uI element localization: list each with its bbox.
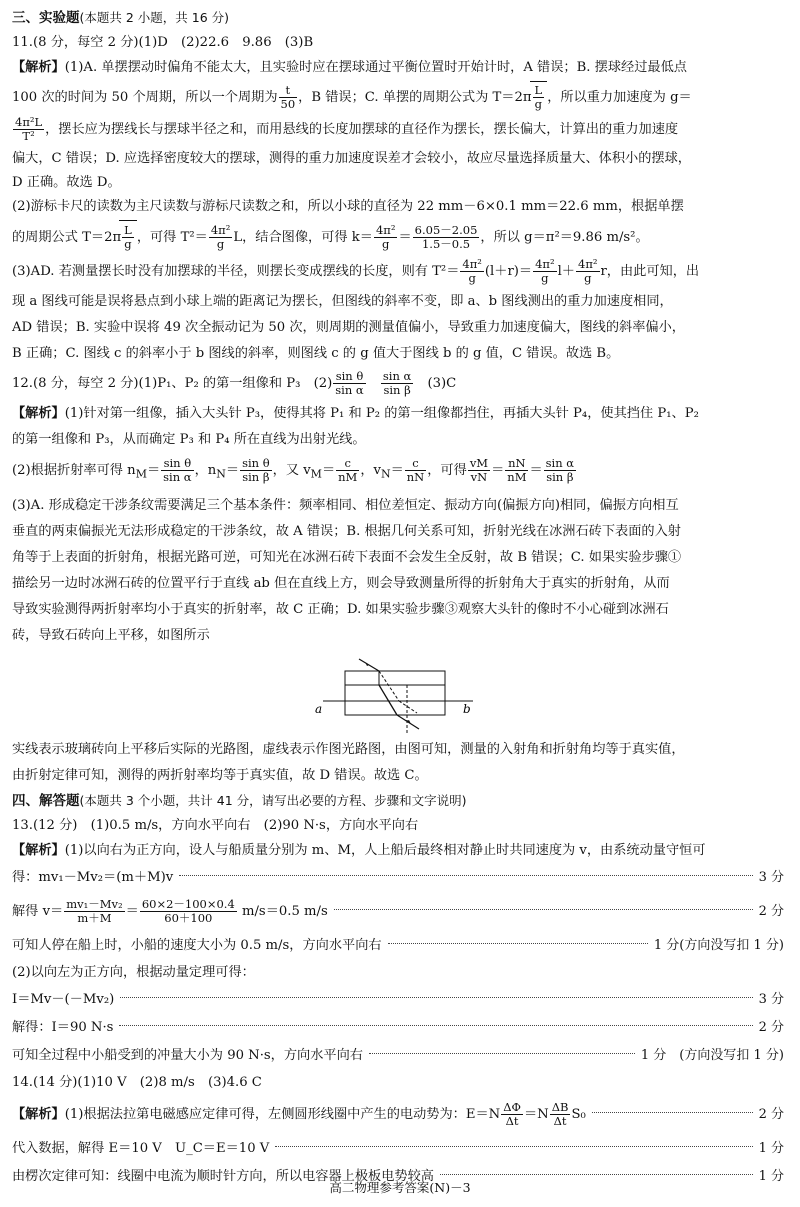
drawn-exit-ray <box>399 701 417 713</box>
q12-analysis-1: 【解析】(1)针对第一组像，插入大头针 P₃，使得其将 P₁ 和 P₂ 的第一组像都挡住，再插大头针 P₄，使其挡住 P₁、P₂ <box>12 406 699 421</box>
section-4-heading: 四、解答题(本题共 3 个小题，共计 41 分，请写出必要的方程、步骤和文字说明) <box>12 792 467 809</box>
q12-analysis-2: 的第一组像和 P₃，从而确定 P₃ 和 P₄ 所在直线为出射光线。 <box>12 432 366 447</box>
q12-answer: 12.(8 分，每空 2 分)(1)P₁、P₂ 的第一组像和 P₃ (2) $\frac{\text{sin θ}}{\text{sin α}}$ $\frac{\text{sin α}}{\text{sin β}}$ (3)C <box>12 369 457 397</box>
q14-step-3: 由楞次定律可知：线圈中电流为顺时针方向，所以电容器上极板电势较高 1 分 <box>12 1168 784 1184</box>
q13-step-4: I＝Mv－(－Mv₂) 3 分 <box>12 991 784 1007</box>
analysis-label: 【解析】 <box>12 842 65 858</box>
q14-step-1: 【解析】(1)根据法拉第电磁感应定律可得，左侧圆形线圈中产生的电动势为：E＝N $\frac{\Delta\Phi}{\Delta t}$ ＝N $\frac{\Delta B}{\Delta t}$ S₀ 2 分 <box>12 1099 784 1128</box>
q13-step-2: 解得 v＝ $\frac{\text{mv₁－Mv₂}}{m+M}$ ＝ $\frac{60\times 2-100\times 0.4}{60+100}$ m/s＝0.5 m/s 2 分 <box>12 896 784 925</box>
q11-analysis-7: 的周期公式 T＝2π $\frac{L}{g}$ ，可得 T²＝ $\frac{\text{4π²}}{g}$ L，结合图像，可得 k＝ $\frac{\text{4π²}}{g}$ ＝ $\frac{6.05-2.05}{1.5-0.5}$ ，所以 g＝π²＝9.86 m/s²。 <box>12 220 784 255</box>
q11-analysis-6: (2)游标卡尺的读数为主尺读数与游标尺读数之和，所以小球的直径为 22 mm－6×0.1 mm＝22.6 mm，根据单摆 <box>12 199 684 214</box>
q14-answer: 14.(14 分)(1)10 V (2)8 m/s (3)4.6 C <box>12 1074 262 1090</box>
q11-analysis-5: D 正确。故选 D。 <box>12 175 121 190</box>
light-path-figure <box>12 655 784 735</box>
glass-block-drawn <box>345 671 445 701</box>
q12-analysis-4: (3)A. 形成稳定干涉条纹需要满足三个基本条件：频率相同、相位差恒定、振动方向(偏振方向)相同，偏振方向相互 <box>12 497 679 513</box>
q14-step-2: 代入数据，解得 E＝10 V U_C＝E＝10 V 1 分 <box>12 1140 784 1156</box>
exit-ray <box>397 715 419 729</box>
drawn-refracted-ray <box>379 671 399 701</box>
q13-step-6: 可知全过程中小船受到的冲量大小为 90 N·s，方向水平向右 1 分 (方向没写扣 1 分) <box>12 1047 784 1063</box>
q11-answer: 11.(8 分，每空 2 分)(1)D (2)22.6 9.86 (3)B <box>12 35 314 50</box>
q13-step-1: 得：mv₁－Mv₂＝(m＋M)v 3 分 <box>12 869 784 885</box>
label-a: a <box>315 701 323 716</box>
analysis-label: 【解析】 <box>12 1106 65 1122</box>
q11-analysis-10: AD 错误；B. 实验中误将 49 次全振动记为 50 次，则周期的测量值偏小，导致重力加速度偏大，图线的斜率偏小， <box>12 320 685 335</box>
q12-analysis-9: 砖，导致石砖向上平移，如图所示 <box>12 627 210 643</box>
q12-analysis-3: (2)根据折射率可得 $n_M=$ $\frac{\text{sin θ}}{\text{sin α}}$ ，$n_N=$ $\frac{\text{sin θ}}{\text{sin β}}$ ，又 $v_M=$ $\frac{c}{nM}$ ，$v_N=$ $\frac{c}{nN}$ ，可得 $\frac{vM}{vN}$ ＝ $\frac{nN}{nM}$ ＝ $\frac{\text{sin α}}{\text{sin β}}$ <box>12 456 575 484</box>
q12-analysis-8: 导致实验测得两折射率均小于真实的折射率，故 C 正确；D. 如果实验步骤③观察大头针的像时不小心碰到冰洲石 <box>12 601 669 617</box>
q12-analysis-11: 由折射定律可知，测得的两折射率均等于真实值，故 D 错误。故选 C。 <box>12 767 428 783</box>
q11-analysis-2: 100 次的时间为 50 个周期，所以一个周期为 $\frac{t}{50}$ ，B 错误；C. 单摆的周期公式为 T＝2π $\frac{L}{g}$ ，所以重力加速度为 g＝ <box>12 81 784 114</box>
q13-answer: 13.(12 分) (1)0.5 m/s，方向水平向右 (2)90 N·s，方向水平向右 <box>12 817 419 833</box>
q12-analysis-5: 垂直的两束偏振光无法形成稳定的干涉条纹，故 A 错误；B. 根据几何关系可知，折射光线在冰洲石砖下表面的入射 <box>12 523 681 539</box>
q13-analysis-2: (2)以向左为正方向，根据动量定理可得： <box>12 964 255 980</box>
label-b: b <box>463 701 471 716</box>
light-path-diagram <box>313 655 483 735</box>
q11-analysis-3: $\frac{\text{4π²L}}{\text{T²}}$ ，摆长应为摆线长与摆球半径之和，而用悬线的长度加摆球的直径作为摆长，摆长偏大，计算出的重力加速度 <box>15 115 679 143</box>
q13-step-5: 解得：I＝90 N·s 2 分 <box>12 1019 784 1035</box>
analysis-label: 【解析】 <box>12 406 65 421</box>
page-footer: 高二物理参考答案(N)－3 <box>329 1180 471 1195</box>
q11-analysis-8: (3)AD. 若测量摆长时没有加摆球的半径，则摆长变成摆线的长度，则有 T²＝ $\frac{\text{4π²}}{g}$ (l＋r)＝ $\frac{\text{4π²}}{g}$ l＋ $\frac{\text{4π²}}{g}$ r，由此可知，出 <box>12 257 700 285</box>
q12-analysis-6: 角等于上表面的折射角，根据光路可逆，可知光在冰洲石砖下表面不会发生全反射，故 B 错误；C. 如果实验步骤① <box>12 549 682 565</box>
q13-analysis-1: 【解析】(1)以向右为正方向，设人与船质量分别为 m、M，人上船后最终相对静止时共同速度为 v，由系统动量守恒可 <box>12 842 706 858</box>
q11-analysis-1: 【解析】(1)A. 单摆摆动时偏角不能太大，且实验时应在摆球通过平衡位置时开始计时，A 错误；B. 摆球经过最低点 <box>12 60 687 75</box>
analysis-label: 【解析】 <box>12 60 65 75</box>
refracted-ray <box>379 685 397 715</box>
q13-step-3: 可知人停在船上时，小船的速度大小为 0.5 m/s，方向水平向右 1 分(方向没写扣 1 分) <box>12 937 784 953</box>
q12-analysis-7: 描绘另一边时冰洲石砖的位置平行于直线 ab 但在直线上方，则会导致测量所得的折射角大于真实的折射角，从而 <box>12 575 670 591</box>
q11-analysis-11: B 正确；C. 图线 c 的斜率小于 b 图线的斜率，则图线 c 的 g 值大于图线 b 的 g 值，C 错误。故选 B。 <box>12 346 620 361</box>
q11-analysis-9: 现 a 图线可能是误将悬点到小球上端的距离记为摆长，但图线的斜率不变，即 a、b 图线测出的重力加速度相同， <box>12 294 673 309</box>
section-3-heading: 三、实验题(本题共 2 小题，共 16 分) <box>12 10 230 26</box>
q12-analysis-10: 实线表示玻璃砖向上平移后实际的光路图，虚线表示作图光路图，由图可知，测量的入射角和折射角均等于真实值， <box>12 741 685 757</box>
q11-analysis-4: 偏大，C 错误；D. 应选择密度较大的摆球，测得的重力加速度误差才会较小，故应尽量选择质量大、体积小的摆球， <box>12 151 691 166</box>
